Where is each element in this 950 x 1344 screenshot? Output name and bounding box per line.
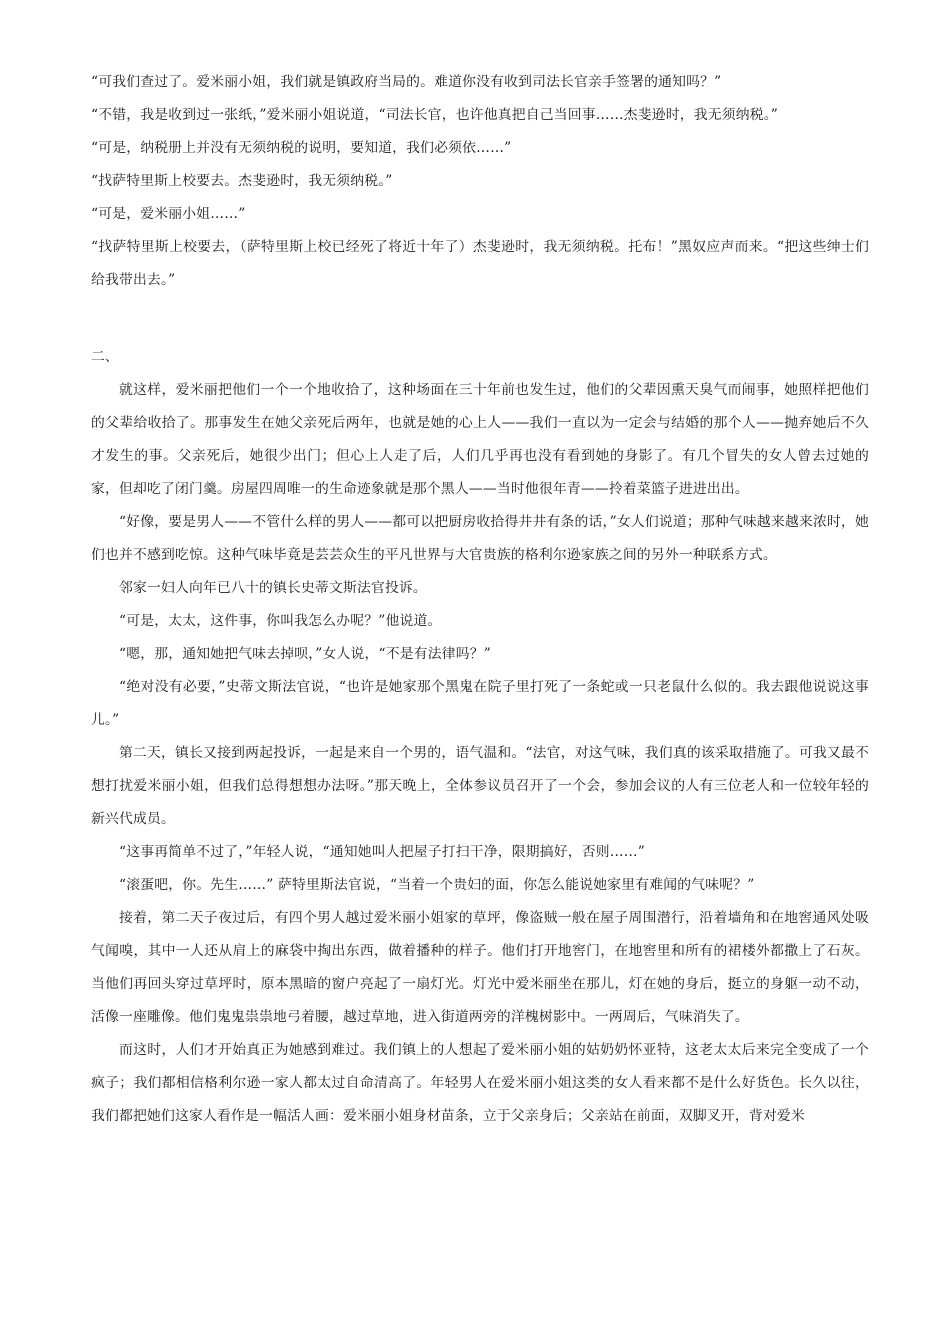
body-paragraph: “绝对没有必要，”史蒂文斯法官说，“也许是她家那个黑鬼在院子里打死了一条蛇或一只老鼠什么似的。我去跟他说说这事儿。” xyxy=(91,679,869,728)
body-paragraph: 而这时，人们才开始真正为她感到难过。我们镇上的人想起了爱米丽小姐的姑奶奶怀亚特，这老太太后来完全变成了一个疯子；我们都相信格利尔逊一家人都太过自命清高了。年轻男人在爱米丽小姐这类的女人看来都不是什么好货色。长久以往，我们都把她们这家人看作是一幅活人画：爱米丽小姐身材苗条，立于父亲身后；父亲站在前面，双脚叉开，背对爱米 xyxy=(91,1042,869,1124)
body-paragraph: “可是，太太，这件事，你叫我怎么办呢？”他说道。 xyxy=(119,613,442,629)
dialogue-paragraph: “不错，我是收到过一张纸，”爱米丽小姐说道，“司法长官，也许他真把自己当回事……杰斐逊时，我无须纳税。” xyxy=(91,107,779,123)
dialogue-paragraph: “找萨特里斯上校要去。杰斐逊时，我无须纳税。” xyxy=(91,173,393,189)
body-paragraph: 接着，第二天子夜过后，有四个男人越过爱米丽小姐家的草坪，像盗贼一般在屋子周围潜行，沿着墙角和在地窖通风处吸气闻嗅，其中一人还从肩上的麻袋中掏出东西，做着播种的样子。他们打开地窖门，在地窖里和所有的裙楼外都撒上了石灰。当他们再回头穿过草坪时，原本黑暗的窗户亮起了一扇灯光。灯光中爱米丽坐在那儿，灯在她的身后，挺立的身躯一动不动，活像一座雕像。他们鬼鬼祟祟地弓着腰，越过草地，进入街道两旁的洋槐树影中。一两周后，气味消失了。 xyxy=(91,910,869,1025)
body-paragraph: 邻家一妇人向年已八十的镇长史蒂文斯法官投诉。 xyxy=(119,580,427,596)
body-paragraph: “好像，要是男人——不管什么样的男人——都可以把厨房收拾得井井有条的话，”女人们说道；那种气味越来越来浓时，她们也并不感到吃惊。这种气味毕竟是芸芸众生的平凡世界与大官贵族的格利尔逊家族之间的另外一种联系方式。 xyxy=(91,514,869,563)
body-paragraph: 就这样，爱米丽把他们一个一个地收拾了，这种场面在三十年前也发生过，他们的父辈因熏天臭气而闹事，她照样把他们的父辈给收拾了。那事发生在她父亲死后两年，也就是她的心上人——我们一直以为一定会与结婚的那个人——抛弃她后不久才发生的事。父亲死后，她很少出门；但心上人走了后，人们几乎再也没有看到她的身影了。有几个冒失的女人曾去过她的家，但却吃了闭门羹。房屋四周唯一的生命迹象就是那个黑人——当时他很年青——拎着菜篮子进进出出。 xyxy=(91,382,869,497)
dialogue-paragraph: “可是，纳税册上并没有无须纳税的说明，要知道，我们必须依……” xyxy=(91,140,512,156)
body-paragraph: “这事再简单不过了，”年轻人说，“通知她叫人把屋子打扫干净，限期搞好，否则……” xyxy=(119,844,645,860)
dialogue-paragraph: “可是，爱米丽小姐……” xyxy=(91,206,246,222)
body-paragraph: 第二天，镇长又接到两起投诉，一起是来自一个男的，语气温和。“法官，对这气味，我们真的该采取措施了。可我又最不想打扰爱米丽小姐，但我们总得想想办法呀。”那天晚上，全体参议员召开了一个会，参加会议的人有三位老人和一位较年轻的新兴代成员。 xyxy=(91,745,869,827)
body-paragraph: “嗯，那，通知她把气味去掉呗，”女人说，“不是有法律吗？” xyxy=(119,646,492,662)
document-page xyxy=(91,66,869,1133)
section-gap xyxy=(91,297,869,341)
body-paragraph: “滚蛋吧，你。先生……” 萨特里斯法官说，“当着一个贵妇的面，你怎么能说她家里有难闻的气味呢？” xyxy=(119,877,755,893)
dialogue-paragraph: “找萨特里斯上校要去，（萨特里斯上校已经死了将近十年了）杰斐逊时，我无须纳税。托布！”黑奴应声而来。“把这些绅士们给我带出去。” xyxy=(91,239,869,288)
dialogue-paragraph: “可我们查过了。爱米丽小姐，我们就是镇政府当局的。难道你没有收到司法长官亲手签署的通知吗？” xyxy=(91,74,722,90)
section-heading: 二、 xyxy=(91,349,119,365)
